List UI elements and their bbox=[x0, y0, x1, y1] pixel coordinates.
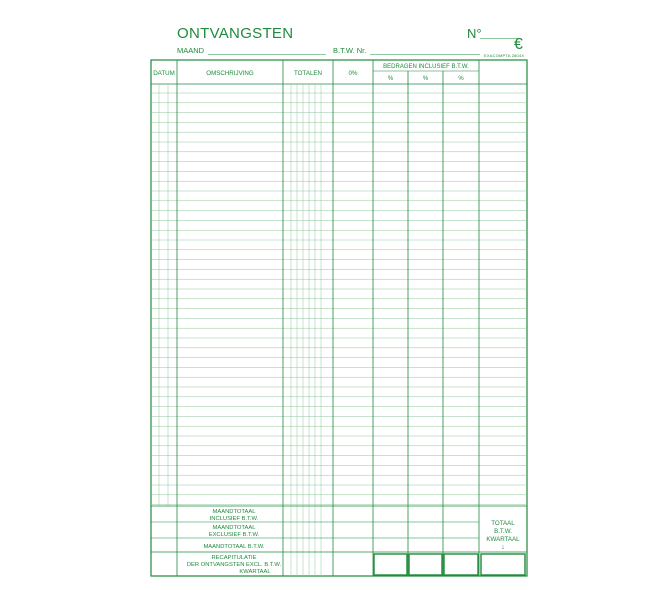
footer-recap-sub: DER ONTVANGSTEN EXCL. B.T.W. bbox=[186, 562, 282, 568]
vat-number-label: B.T.W. Nr. bbox=[333, 46, 367, 55]
brand-label: EXACOMPTA 2804X bbox=[484, 53, 525, 58]
footer-recap-quarter: KWARTAAL bbox=[239, 569, 271, 575]
column-header-date: DATUM bbox=[153, 70, 175, 77]
quarter-total-quarter: KWARTAAL bbox=[486, 536, 520, 543]
footer-month-total-excl-sub: EXCLUSIEF B.T.W. bbox=[208, 532, 260, 538]
table-border bbox=[151, 60, 527, 576]
vat-number-field[interactable] bbox=[370, 54, 480, 55]
column-header-description: OMSCHRIJVING bbox=[206, 70, 254, 77]
footer-month-total-vat: MAANDTOTAAL B.T.W. bbox=[203, 544, 265, 550]
quarter-total-label: TOTAAL bbox=[491, 520, 515, 527]
footer-month-total-incl-sub: INCLUSIEF B.T.W. bbox=[209, 516, 259, 522]
footer-month-total-excl: MAANDTOTAAL bbox=[212, 525, 256, 531]
number-label: N° bbox=[467, 26, 482, 41]
recap-box-total[interactable] bbox=[481, 554, 525, 575]
column-header-amounts: BEDRAGEN INCLUSIEF B.T.W. bbox=[383, 64, 469, 70]
recap-box-1[interactable] bbox=[409, 554, 442, 575]
ledger-table bbox=[150, 59, 528, 577]
column-header-zero-rate: 0% bbox=[348, 70, 358, 77]
month-field[interactable] bbox=[208, 54, 326, 55]
column-header-totals: TOTALEN bbox=[294, 70, 322, 77]
footer-recap: RECAPITULATIE bbox=[211, 555, 257, 561]
column-header-rate-3: % bbox=[458, 76, 464, 82]
month-label: MAAND bbox=[177, 46, 205, 55]
arrow-down-icon: ↓ bbox=[501, 544, 505, 551]
quarter-total-vat: B.T.W. bbox=[494, 528, 512, 535]
recap-box-2[interactable] bbox=[444, 554, 478, 575]
column-header-rate-2: % bbox=[422, 76, 429, 82]
column-header-rate-1: % bbox=[387, 76, 394, 82]
recap-box-0[interactable] bbox=[374, 554, 407, 575]
footer-month-total-incl: MAANDTOTAAL bbox=[212, 509, 256, 515]
euro-icon: € bbox=[514, 36, 523, 53]
form-title: ONTVANGSTEN bbox=[177, 25, 294, 42]
